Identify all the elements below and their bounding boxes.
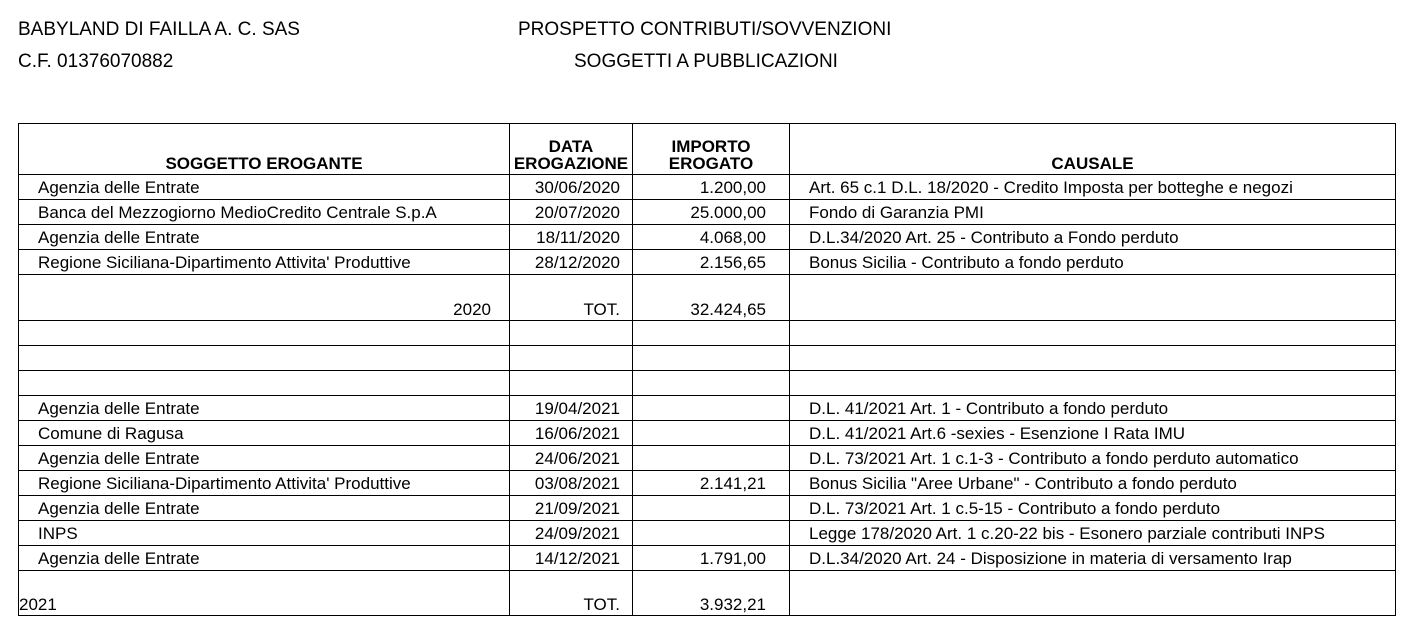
col-header-importo	[633, 124, 790, 175]
cell-importo	[633, 446, 790, 471]
table-row	[19, 396, 1396, 421]
col-header-causale: CAUSALE	[790, 124, 1396, 175]
table-row	[19, 225, 1396, 250]
cell-importo	[633, 521, 790, 546]
cell-data: 24/06/2021	[510, 446, 633, 471]
cell-soggetto: Comune di Ragusa	[19, 421, 510, 446]
cell-importo: 2.156,65	[633, 250, 790, 275]
table-row	[19, 175, 1396, 200]
cell-data: 19/04/2021	[510, 396, 633, 421]
table-row	[19, 471, 1396, 496]
cell-causale: Legge 178/2020 Art. 1 c.20-22 bis - Esonero parziale contributi INPS	[790, 521, 1396, 546]
cell-causale: D.L. 41/2021 Art. 1 - Contributo a fondo perduto	[790, 396, 1396, 421]
cell-data: 24/09/2021	[510, 521, 633, 546]
cell-importo: 1.200,00	[633, 175, 790, 200]
col-header-data	[510, 124, 633, 175]
contributions-table	[18, 123, 1396, 616]
cell-data: 18/11/2020	[510, 225, 633, 250]
col-header-importo-line2: EROGATO	[668, 154, 754, 173]
cell-causale: Bonus Sicilia - Contributo a fondo perduto	[790, 250, 1396, 275]
total-year: 2020	[19, 275, 510, 321]
table-row	[19, 421, 1396, 446]
cell-causale: Fondo di Garanzia PMI	[790, 200, 1396, 225]
document-title: PROSPETTO CONTRIBUTI/SOVVENZIONI	[518, 19, 892, 40]
cell-causale: D.L. 73/2021 Art. 1 c.1-3 - Contributo a fondo perduto automatico	[790, 446, 1396, 471]
cell-soggetto: Regione Siciliana-Dipartimento Attivita' Produttive	[19, 471, 510, 496]
table-row	[19, 250, 1396, 275]
cell-importo: 2.141,21	[633, 471, 790, 496]
cell-soggetto: Agenzia delle Entrate	[19, 496, 510, 521]
cell-causale: D.L.34/2020 Art. 24 - Disposizione in materia di versamento Irap	[790, 546, 1396, 571]
col-header-soggetto: SOGGETTO EROGANTE	[19, 124, 510, 175]
total-causale-empty	[790, 275, 1396, 321]
empty-row	[19, 346, 1396, 371]
cell-data: 28/12/2020	[510, 250, 633, 275]
cell-data: 16/06/2021	[510, 421, 633, 446]
cell-soggetto: Regione Siciliana-Dipartimento Attivita' Produttive	[19, 250, 510, 275]
company-tax-code: C.F. 01376070882	[18, 51, 174, 72]
table-row	[19, 446, 1396, 471]
table-row	[19, 200, 1396, 225]
table-row	[19, 521, 1396, 546]
empty-row	[19, 321, 1396, 346]
document-subtitle: SOGGETTI A PUBBLICAZIONI	[574, 51, 838, 72]
col-header-importo-line1: IMPORTO	[671, 137, 751, 156]
cell-soggetto: Agenzia delle Entrate	[19, 175, 510, 200]
cell-data: 14/12/2021	[510, 546, 633, 571]
cell-causale: Bonus Sicilia "Aree Urbane" - Contributo a fondo perduto	[790, 471, 1396, 496]
empty-row	[19, 371, 1396, 396]
cell-importo	[633, 396, 790, 421]
cell-importo	[633, 496, 790, 521]
cell-causale: D.L. 73/2021 Art. 1 c.5-15 - Contributo a fondo perduto	[790, 496, 1396, 521]
cell-importo	[633, 421, 790, 446]
cell-data: 21/09/2021	[510, 496, 633, 521]
cell-importo: 25.000,00	[633, 200, 790, 225]
company-name: BABYLAND DI FAILLA A. C. SAS	[18, 19, 300, 40]
cell-importo: 4.068,00	[633, 225, 790, 250]
col-header-data-line1: DATA	[548, 137, 594, 156]
cell-importo: 1.791,00	[633, 546, 790, 571]
total-label: TOT.	[510, 275, 633, 321]
cell-soggetto: Agenzia delle Entrate	[19, 446, 510, 471]
table-header-row	[19, 124, 1396, 175]
table-row	[19, 496, 1396, 521]
col-header-data-line2: EROGAZIONE	[513, 154, 629, 173]
cell-causale: Art. 65 c.1 D.L. 18/2020 - Credito Imposta per botteghe e negozi	[790, 175, 1396, 200]
total-row-2021	[19, 571, 1396, 616]
total-causale-empty	[790, 571, 1396, 616]
cell-soggetto: Banca del Mezzogiorno MedioCredito Centrale S.p.A	[19, 200, 510, 225]
total-amount: 3.932,21	[633, 571, 790, 616]
cell-soggetto: Agenzia delle Entrate	[19, 225, 510, 250]
cell-data: 03/08/2021	[510, 471, 633, 496]
cell-causale: D.L. 41/2021 Art.6 -sexies - Esenzione I Rata IMU	[790, 421, 1396, 446]
cell-soggetto: INPS	[19, 521, 510, 546]
total-year: 2021	[19, 571, 510, 616]
total-label: TOT.	[510, 571, 633, 616]
cell-soggetto: Agenzia delle Entrate	[19, 546, 510, 571]
total-amount: 32.424,65	[633, 275, 790, 321]
table-row	[19, 546, 1396, 571]
cell-soggetto: Agenzia delle Entrate	[19, 396, 510, 421]
cell-data: 30/06/2020	[510, 175, 633, 200]
cell-causale: D.L.34/2020 Art. 25 - Contributo a Fondo perduto	[790, 225, 1396, 250]
total-row-2020	[19, 275, 1396, 321]
cell-data: 20/07/2020	[510, 200, 633, 225]
